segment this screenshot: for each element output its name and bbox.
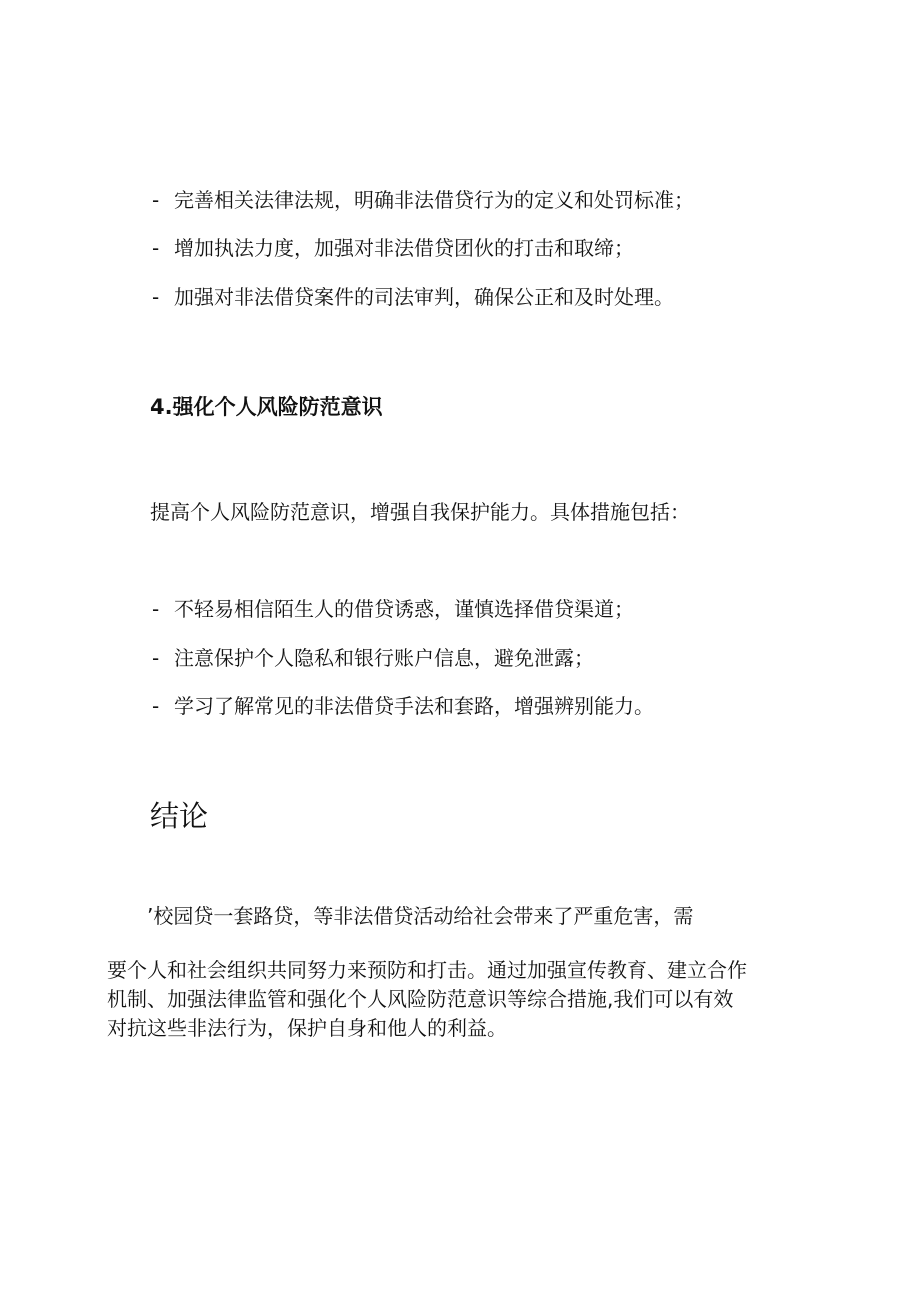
section-heading: 4.强化个人风险防范意识 [150,395,383,419]
list-item [152,644,594,672]
list-item-text: 增加执法力度，加强对非法借贷团伙的打击和取缔； [174,236,634,260]
conclusion-heading: 结论 [150,799,209,833]
conclusion-line: 对抗这些非法行为，保护自身和他人的利益。 [107,1016,507,1040]
section-intro: 提高个人风险防范意识，增强自我保护能力。具体措施包括： [150,500,690,524]
list-item-text: 学习了解常见的非法借贷手法和套路，增强辨别能力。 [174,694,654,718]
dash-marker: - [152,285,160,309]
list-item-text: 加强对非法借贷案件的司法审判，确保公正和及时处理。 [174,285,674,309]
dash-marker: - [152,646,160,670]
conclusion-line: ’校园贷一套路贷，等非法借贷活动给社会带来了严重危害，需 [147,904,694,928]
list-item [152,692,654,720]
list-item-text: 完善相关法律法规，明确非法借贷行为的定义和处罚标准； [174,188,694,212]
dash-marker: - [152,694,160,718]
dash-marker: - [152,236,160,260]
list-item-text: 不轻易相信陌生人的借贷诱惑，谨慎选择借贷渠道； [174,597,634,621]
list-item [152,283,674,311]
list-item [152,595,634,623]
conclusion-line: 机制、加强法律监管和强化个人风险防范意识等综合措施,我们可以有效 [107,987,734,1011]
list-item [152,186,694,214]
list-item [152,234,634,262]
dash-marker: - [152,597,160,621]
conclusion-line: 要个人和社会组织共同努力来预防和打击。通过加强宣传教育、建立合作 [107,958,747,982]
list-item-text: 注意保护个人隐私和银行账户信息，避免泄露； [174,646,594,670]
dash-marker: - [152,188,160,212]
